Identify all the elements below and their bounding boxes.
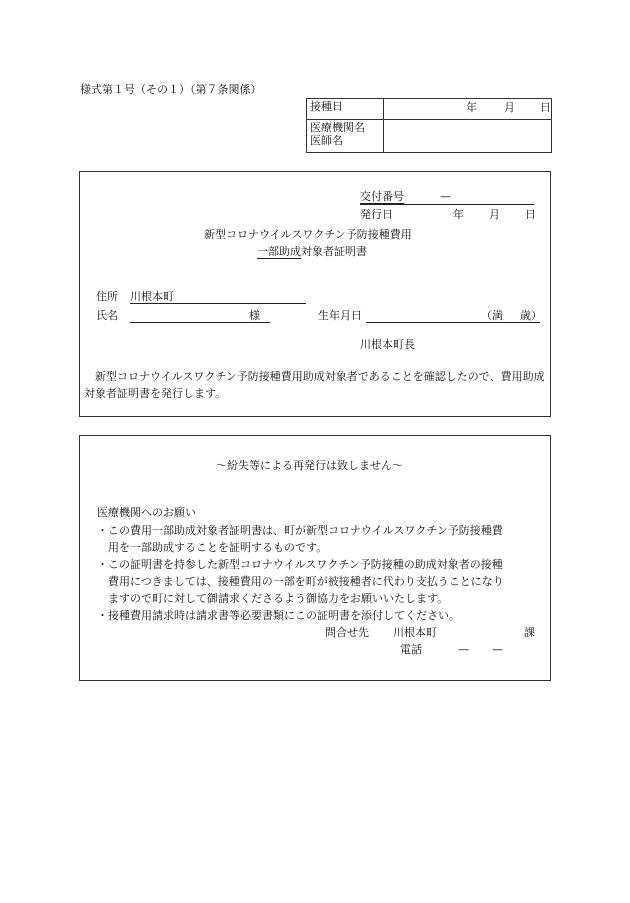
issuer: 川根本町長 (360, 338, 415, 351)
age-close: 歳） (520, 309, 542, 322)
issue-number-label: 交付番号 (360, 190, 404, 203)
phone-dash2: — (492, 643, 503, 656)
name-label: 氏名 (96, 309, 118, 322)
issue-number-dash: — (440, 190, 451, 203)
request-title: 医療機関へのお願い (97, 506, 196, 519)
certificate-statement: 新型コロナウイルスワクチン予防接種費用助成対象者であることを確認したので、費用助成対象者証明書を発行します。 (84, 370, 545, 400)
no-reissue-notice: ～紛失等による再発行は致しません～ (216, 459, 403, 472)
age-open: （満 (481, 309, 503, 322)
phone-label: 電話 (400, 643, 422, 656)
title-subsidy-underlined: 一部助成 (257, 245, 301, 258)
year-label: 年 (466, 101, 477, 114)
bullet2-line1: ・この証明書を持参した新型コロナウイルスワクチン予防接種の助成対象者の接種 (97, 558, 503, 571)
issue-month-label: 月 (489, 208, 500, 221)
issue-year-label: 年 (453, 208, 464, 221)
issue-day-label: 日 (525, 208, 536, 221)
birthdate-line (366, 322, 540, 323)
bullet3: ・接種費用請求時は請求書等必要書類にこの証明書を添付してください。 (97, 609, 460, 622)
bullet1-line2: 用を一部助成することを証明するものです。 (108, 541, 328, 554)
contact-dept: 課 (524, 626, 535, 639)
certificate-title-line1: 新型コロナウイルスワクチン予防接種費用 (204, 228, 412, 241)
doctor-label: 医師名 (310, 134, 343, 147)
issue-number-line (360, 204, 534, 205)
bullet2-line2: 費用につきましては、接種費用の一部を町が被接種者に代わり支払うことになり (108, 575, 504, 588)
address-line (130, 303, 306, 304)
name-line (130, 322, 270, 323)
bullet2-line3: ますので町に対して御請求くださるよう御協力をお願いいたします。 (108, 592, 449, 605)
contact-label: 問合せ先 (325, 626, 369, 639)
contact-town: 川根本町 (393, 626, 437, 639)
phone-dash1: — (458, 643, 469, 656)
title-rest: 対象者証明書 (301, 245, 367, 258)
date-value-cell[interactable] (384, 99, 552, 120)
date-label: 接種日 (307, 99, 384, 120)
bullet1-line1: ・この費用一部助成対象者証明書は、町が新型コロナウイルスワクチン予防接種費 (97, 524, 503, 537)
issue-date-label: 発行日 (360, 208, 393, 221)
address-label: 住所 (96, 290, 118, 303)
month-label: 月 (504, 101, 515, 114)
institution-value-cell[interactable] (384, 120, 552, 153)
day-label: 日 (540, 101, 551, 114)
institution-label: 医療機関名 (310, 121, 365, 134)
vaccination-table (306, 98, 552, 153)
honorific: 様 (249, 309, 260, 322)
birthdate-label: 生年月日 (318, 309, 362, 322)
address-value: 川根本町 (130, 290, 174, 303)
certificate-title-line2 (257, 245, 367, 258)
form-header: 様式第１号（その１）（第７条関係） (80, 83, 262, 96)
